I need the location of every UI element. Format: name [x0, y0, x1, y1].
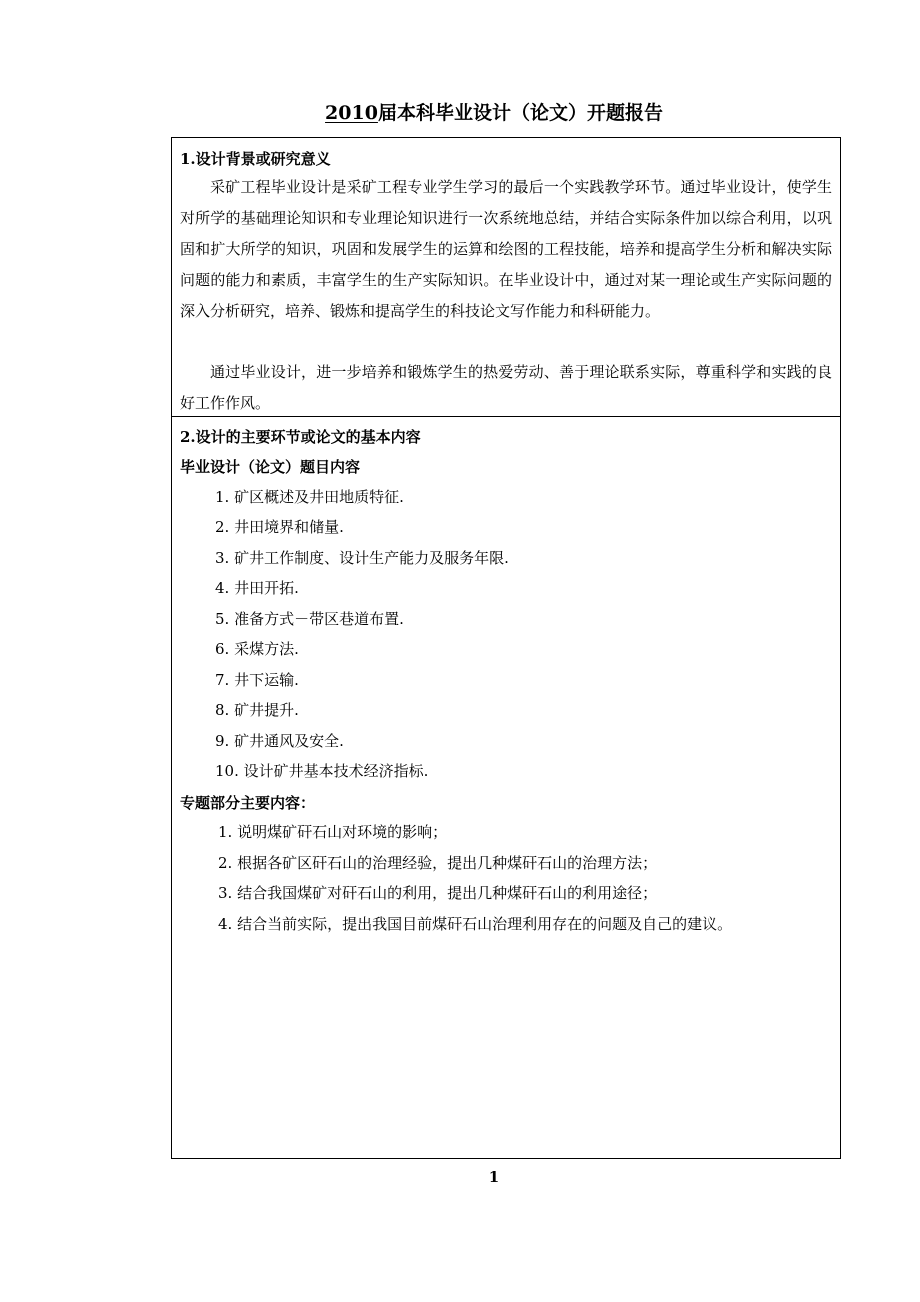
topic-item: 6. 采煤方法.: [215, 640, 299, 658]
special-topic-item: 4. 结合当前实际，提出我国目前煤矸石山治理利用存在的问题及自己的建议。: [218, 915, 733, 933]
special-topic-item: 1. 说明煤矿矸石山对环境的影响；: [218, 823, 448, 841]
title-year: 2010: [325, 102, 378, 124]
report-table: [171, 137, 841, 1159]
special-topic-item: 3. 结合我国煤矿对矸石山的利用，提出几种煤矸石山的利用途径；: [218, 884, 658, 902]
report-title: [0, 98, 920, 125]
section-2-heading: 2.设计的主要环节或论文的基本内容: [180, 428, 421, 446]
section-background: [172, 138, 840, 417]
page-number: 1: [488, 1168, 500, 1186]
special-topic-heading: 专题部分主要内容：: [180, 794, 316, 812]
section-1-paragraph-2: 通过毕业设计，进一步培养和锻炼学生的热爱劳动、善于理论联系实际，尊重科学和实践的良好工作作风。: [180, 363, 832, 412]
topic-item: 7. 井下运输.: [215, 671, 299, 689]
section-1-heading: 1.设计背景或研究意义: [180, 150, 331, 168]
section-main-content: [172, 417, 840, 1158]
topic-item: 5. 准备方式－带区巷道布置.: [215, 610, 404, 628]
title-text: 届本科毕业设计（论文）开题报告: [377, 102, 663, 124]
topic-item: 2. 井田境界和储量.: [215, 518, 344, 536]
topic-item: 4. 井田开拓.: [215, 579, 299, 597]
special-topic-item: 2. 根据各矿区矸石山的治理经验，提出几种煤矸石山的治理方法；: [218, 854, 658, 872]
topic-item: 9. 矿井通风及安全.: [215, 732, 344, 750]
topic-item: 3. 矿井工作制度、设计生产能力及服务年限.: [215, 549, 509, 567]
topic-item: 10. 设计矿井基本技术经济指标.: [215, 762, 429, 780]
section-1-paragraph-1: 采矿工程毕业设计是采矿工程专业学生学习的最后一个实践教学环节。通过毕业设计，使学生对所学的基础理论知识和专业理论知识进行一次系统地总结，并结合实际条件加以综合利用，以巩固和扩大所学的知识，巩固和发展学生的运算和绘图的工程技能，培养和提高学生分析和解决实际问题的能力和素质，丰富学生的生产实际知识。在毕业设计中，通过对某一理论或生产实际问题的深入分析研究，培养、锻炼和提高学生的科技论文写作能力和科研能力。: [180, 178, 832, 320]
topic-item: 8. 矿井提升.: [215, 701, 299, 719]
topic-item: 1. 矿区概述及井田地质特征.: [215, 488, 404, 506]
topic-content-heading: 毕业设计（论文）题目内容: [180, 458, 361, 476]
